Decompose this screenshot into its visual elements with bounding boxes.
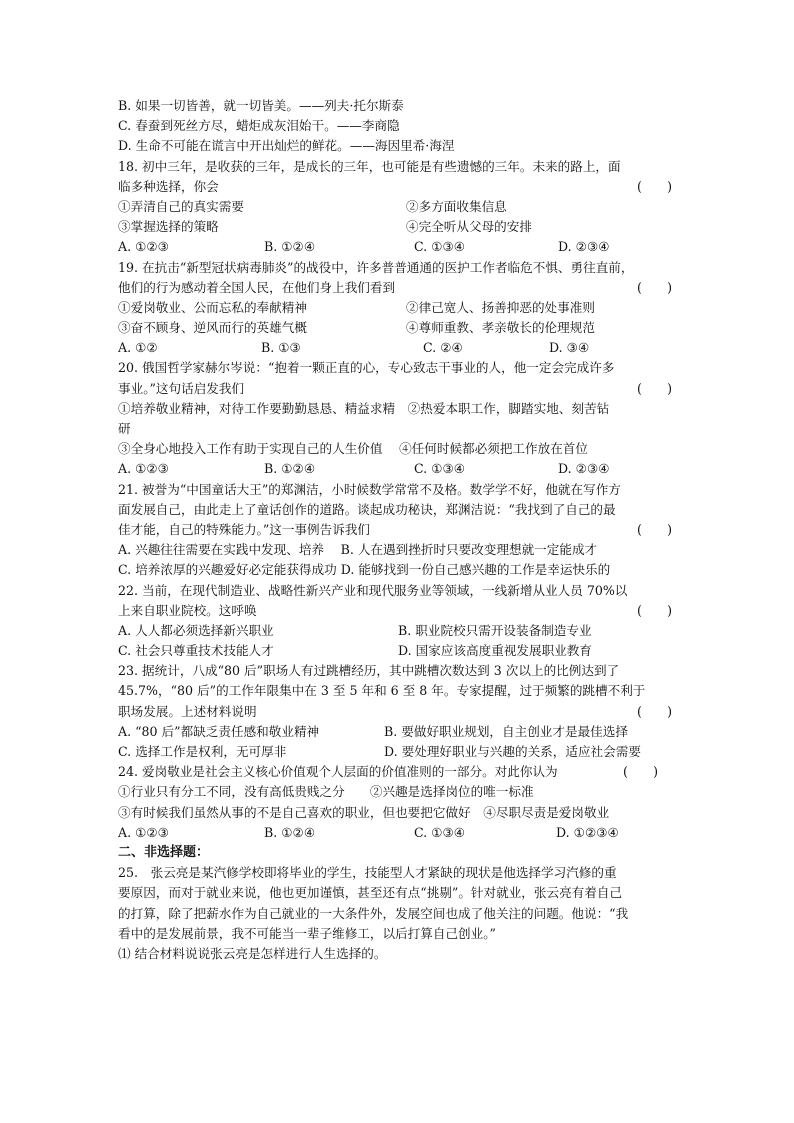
q23-option-b: B. 要做好职业规划，自主创业才是最佳选择 bbox=[384, 723, 628, 739]
q25-line-2: 要原因，而对于就业来说，他也更加谨慎，甚至还有点“挑剔”。针对就业，张云亮有着自己 bbox=[118, 885, 623, 901]
q24-choice-b: B. ①②④ bbox=[264, 824, 316, 840]
q20-choice-d: D. ②③④ bbox=[558, 461, 610, 477]
q19-stem-line-2 bbox=[118, 278, 674, 298]
q20-items-line-3: ③全身心地投入工作有助于实现自己的人生价值 ④任何时候都必须把工作放在首位 bbox=[118, 441, 588, 457]
q18-stem-text: 临多种选择，你会 bbox=[118, 178, 219, 194]
q18-stem-line-2 bbox=[118, 177, 674, 197]
q22-option-a: A. 人人都必须选择新兴职业 bbox=[118, 622, 274, 638]
q21-answer-parens: ( ) bbox=[636, 521, 672, 537]
q24-choices bbox=[118, 823, 674, 843]
q21-options-line-1: A. 兴趣往往需要在实践中发现、培养 B. 人在遇到挫折时只要改变理想就一定能成才 bbox=[118, 542, 598, 558]
q19-item-2: ②律己宽人、扬善抑恶的处事准则 bbox=[406, 299, 595, 315]
q20-items-line-2: 研 bbox=[118, 421, 131, 436]
q23-stem-line-1: 23. 据统计，八成“80 后”职场人有过跳槽经历，其中跳槽次数达到 3 次以上的比例达到了 bbox=[118, 663, 620, 679]
q18-item-4: ④完全听从父母的安排 bbox=[406, 219, 532, 235]
q18-stem-line-1: 18. 初中三年，是收获的三年，是成长的三年，也可能是有些遗憾的三年。未来的路上，面 bbox=[118, 158, 621, 174]
q19-item-4: ④尊师重教、孝亲敬长的伦理规范 bbox=[406, 320, 595, 336]
q24-items-line-2: ③有时候我们虽然从事的不是自己喜欢的职业，但也要把它做好 ④尽职尽责是爱岗敬业 bbox=[118, 804, 610, 820]
q23-option-c: C. 选择工作是权利，无可厚非 bbox=[118, 744, 287, 759]
q20-stem-line-2 bbox=[118, 379, 674, 399]
q18-item-3: ③掌握选择的策略 bbox=[118, 219, 219, 235]
q20-choice-a: A. ①②③ bbox=[118, 461, 169, 477]
q22-options-row-1 bbox=[118, 621, 674, 641]
q22-stem-text: 上来自职业院校。这呼唤 bbox=[118, 602, 257, 618]
q18-item-1: ①弄清自己的真实需要 bbox=[118, 198, 244, 214]
q23-stem-line-3 bbox=[118, 702, 674, 722]
q19-items-row-1 bbox=[118, 298, 674, 318]
q25-line-3: 的打算，除了把薪水作为自己就业的一大条件外，发展空间也成了他关注的问题。他说：“我 bbox=[118, 905, 629, 921]
q19-answer-parens: ( ) bbox=[636, 279, 672, 295]
q22-option-b: B. 职业院校只需开设装备制造专业 bbox=[398, 622, 592, 638]
q23-stem-line-2: 45.7%，“80 后”的工作年限集中在 3 至 5 年和 6 至 8 年。专家提醒，过于频繁的跳槽不利于 bbox=[118, 683, 646, 699]
q24-items-line-1: ①行业只有分工不同，没有高低贵贱之分 ②兴趣是选择岗位的唯一标准 bbox=[118, 784, 534, 800]
q22-option-d: D. 国家应该高度重视发展职业教育 bbox=[398, 643, 592, 659]
q17-option-b: B. 如果一切皆善，就一切皆美。——列夫·托尔斯泰 bbox=[118, 98, 404, 113]
q22-stem-line-1: 22. 当前，在现代制造业、战略性新兴产业和现代服务业等领域，一线新增从业人员 70%以 bbox=[118, 582, 628, 598]
q19-choices bbox=[118, 338, 674, 358]
q19-items-row-2 bbox=[118, 318, 674, 338]
q24-stem-text: 24. 爱岗敬业是社会主义核心价值观个人层面的价值准则的一部分。对此你认为 bbox=[118, 764, 558, 780]
q23-options-row-2 bbox=[118, 742, 674, 762]
q21-options-line-2: C. 培养浓厚的兴趣爱好必定能获得成功 D. 能够找到一份自己感兴趣的工作是幸运快乐的 bbox=[118, 562, 611, 578]
q24-stem bbox=[118, 762, 674, 782]
q19-choice-b: B. ①③ bbox=[261, 340, 301, 356]
q18-items-row-2 bbox=[118, 217, 674, 237]
q23-options-row-1 bbox=[118, 722, 674, 742]
q21-stem-text: 佳才能，自己的特殊能力。”这一事例告诉我们 bbox=[118, 521, 371, 537]
q25-line-1: 25. 张云亮是某汽修学校即将毕业的学生，技能型人才紧缺的现状是他选择学习汽修的重 bbox=[118, 865, 617, 881]
q23-stem-text: 职场发展。上述材料说明 bbox=[118, 703, 257, 719]
q20-answer-parens: ( ) bbox=[636, 380, 672, 396]
q20-items-line-1: ①培养敬业精神，对待工作要勤勤恳恳、精益求精 ②热爱本职工作，脚踏实地、刻苦钻 bbox=[118, 400, 610, 416]
q19-choice-d: D. ③④ bbox=[549, 340, 590, 356]
q21-stem-line-1: 21. 被誉为“中国童话大王”的郑渊洁，小时候数学常常不及格。数学学不好，他就在写作方 bbox=[118, 481, 621, 497]
q20-stem-line-1: 20. 俄国哲学家赫尔岑说：“抱着一颗正直的心，专心致志干事业的人，他一定会完成许多 bbox=[118, 360, 615, 376]
q18-items-row-1 bbox=[118, 197, 674, 217]
q20-choice-b: B. ①②④ bbox=[264, 461, 316, 477]
q20-choice-c: C. ①③④ bbox=[414, 461, 466, 477]
q19-stem-text: 他们的行为感动着全国人民，在他们身上我们看到 bbox=[118, 279, 396, 295]
q23-option-d: D. 要处理好职业与兴趣的关系，适应社会需要 bbox=[384, 744, 641, 759]
q24-answer-parens: ( ) bbox=[623, 764, 659, 780]
q23-option-a: A. “80 后”都缺乏责任感和敬业精神 bbox=[118, 723, 320, 739]
q25-line-4: 看中的是发展前景，我不可能当一辈子维修工，以后打算自己创业。” bbox=[118, 925, 496, 941]
q19-choice-c: C. ②④ bbox=[423, 340, 463, 356]
q17-option-c: C. 春蚕到死丝方尽，蜡炬成灰泪始干。——李商隐 bbox=[118, 118, 400, 134]
q22-stem-line-2 bbox=[118, 601, 674, 621]
q18-choice-d: D. ②③④ bbox=[558, 239, 610, 255]
q19-stem-line-1: 19. 在抗击“新型冠状病毒肺炎”的战役中，许多普普通通的医护工作者临危不惧、勇往直前， bbox=[118, 259, 634, 275]
q20-stem-text: 事业。”这句话启发我们 bbox=[118, 380, 245, 396]
q22-options-row-2 bbox=[118, 641, 674, 661]
q23-answer-parens: ( ) bbox=[636, 703, 672, 719]
q24-choice-d: D. ①②③④ bbox=[556, 824, 619, 840]
q19-item-1: ①爱岗敬业、公而忘私的奉献精神 bbox=[118, 299, 307, 315]
q24-choice-c: C. ①③④ bbox=[414, 824, 466, 840]
q18-choice-c: C. ①③④ bbox=[414, 239, 466, 255]
q21-stem-line-2: 面发展自己，由此走上了童话创作的道路。谈起成功秘诀，郑渊洁说：“我找到了自己的最 bbox=[118, 501, 616, 517]
section-heading: 二、非选择题： bbox=[118, 844, 210, 860]
q19-item-3: ③奋不顾身、逆风而行的英雄气概 bbox=[118, 320, 307, 336]
q17-option-d: D. 生命不可能在谎言中开出灿烂的鲜花。——海因里希·海涅 bbox=[118, 138, 455, 154]
q22-option-c: C. 社会只尊重技术技能人才 bbox=[118, 643, 274, 659]
q22-answer-parens: ( ) bbox=[636, 602, 672, 618]
exam-page bbox=[118, 96, 674, 964]
q19-choice-a: A. ①② bbox=[118, 340, 158, 356]
q20-choices bbox=[118, 459, 674, 479]
q18-item-2: ②多方面收集信息 bbox=[406, 198, 507, 214]
q18-answer-parens: ( ) bbox=[636, 178, 672, 194]
q24-choice-a: A. ①②③ bbox=[118, 824, 169, 840]
q18-choices bbox=[118, 237, 674, 257]
q18-choice-b: B. ①②④ bbox=[264, 239, 316, 255]
q21-stem-line-3 bbox=[118, 520, 674, 540]
q25-subquestion-1: ⑴ 结合材料说说张云亮是怎样进行人生选择的。 bbox=[118, 945, 387, 961]
q18-choice-a: A. ①②③ bbox=[118, 239, 169, 255]
